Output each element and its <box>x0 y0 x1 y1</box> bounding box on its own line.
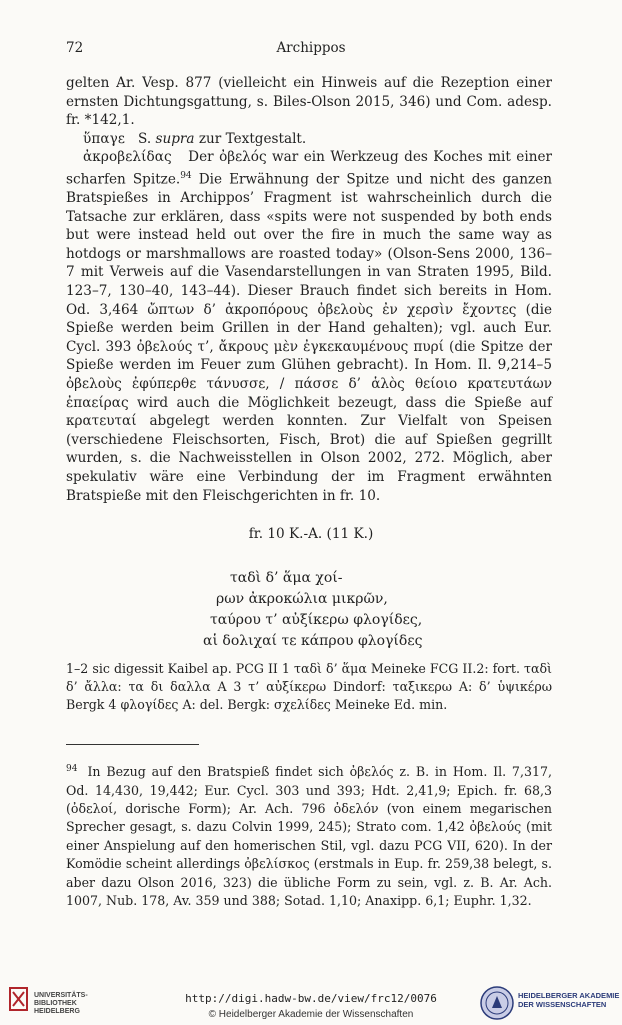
copyright-notice: © Heidelberger Akademie der Wissenschaften <box>208 1009 414 1020</box>
hadw-logo-line-1: HEIDELBERGER AKADEMIE <box>518 991 620 1000</box>
paragraph-lemma-hypage <box>66 130 552 149</box>
footnote-rule <box>66 744 199 745</box>
critical-apparatus: 1–2 sic digessit Kaibel ap. PCG II 1 ταδὶ δ’ ἅμα Meineke FCG II.2: fort. ταδὶ δ’ ἄλλα: τα δι δαλλα A 3 τ’ αὐξίκερω Dindorf: ταξικερω A: δ’ ὑψικέρω Bergk 4 φλογίδες A: del. Bergk: σχελίδες Meineke Ed. min. <box>66 661 552 712</box>
ub-logo-line-3: HEIDELBERG <box>34 1008 80 1015</box>
page-number: 72 <box>66 40 84 56</box>
lemma-hypage: ὕπαγε <box>83 130 126 147</box>
verse-line-1: ταδὶ δ’ ἅμα χοί- <box>230 570 343 586</box>
lemma-akrobelidas: ἀκροβελίδας <box>83 149 172 166</box>
akrobelidas-text-a: Der ὀβελός war ein Werkzeug des Koches mit einer scharfen Spitze. <box>66 149 552 188</box>
footnote-number: 94 <box>66 764 78 774</box>
running-head: Archippos <box>276 40 346 56</box>
fragment-verse <box>0 568 622 652</box>
verse-line-3: ταύρου τ’ αὐξίκερω φλογίδες, <box>210 612 423 628</box>
footnote-94 <box>66 760 552 910</box>
hadw-logo-text <box>518 991 619 1009</box>
verse-line-2: ρων ἀκροκώλια μικρῶν, <box>216 591 388 607</box>
akrobelidas-text-b: Die Erwähnung der Spitze und nicht des ganzen Bratspießes in Archippos’ Fragment ist wahrscheinlich durch die Tatsache zur erklären, dass «spits were not suspended by both ends but were instead held out over the fire in much the same way as hotdogs or marshmallows are roasted today» (Olson-Sens 2000, 136–7 mit Verweis auf die Vasendarstellungen in van Straten 1995, Bild. 123–7, 130–40, 143–44). Dieser Brauch findet sich bereits in Hom. Od. 3,464 ὤπτων δ’ ἀκροπόρους ὀβελοὺς ἐν χερσὶν ἔχοντες (die Spieße werden beim Grillen in der Hand gehalten); vgl. auch Eur. Cycl. 393 ὀβελούς τ’, ἄκρους μὲν ἐγκεκαυμένους πυρί (die Spitze der Spieße werden im Feuer zum Glühen gebracht). In Hom. Il. 9,214–5 ὀβελοὺς ἐφύπερθε τάνυσσε, / πάσσε δ’ ἁλὸς θείοιο κρατευτάων ἐπαείρας wird auch die Möglichkeit bezeugt, dass die Spieße auf κρατευταί abgelegt werden konnten. Zur Vielfalt von Speisen (verschiedene Fleischsorten, Fisch, Brot) die auf Spießen gegrillt wurden, s. die Nachweisstellen in Olson 2002, 272. Möglich, aber spekulativ wäre eine Verbindung der im Fragment erwähnten Bratspieße mit den Fleischgerichten in fr. 10. <box>66 171 552 504</box>
ub-logo-line-2: BIBLIOTHEK <box>34 1000 77 1007</box>
hadw-seal-icon <box>480 984 514 1022</box>
commentary-body <box>66 74 552 505</box>
see-abbrev: S. <box>138 130 152 147</box>
ub-logo-line-1: UNIVERSITÄTS- <box>34 992 88 999</box>
paragraph-lemma-akrobelidas <box>66 148 552 505</box>
paragraph-1: gelten Ar. Vesp. 877 (vielleicht ein Hinweis auf die Rezeption einer ernsten Dichtungsgattung, s. Biles-Olson 2015, 346) und Com. adesp. fr. *142,1. <box>66 75 552 129</box>
digitization-footer <box>0 982 622 1025</box>
verse-line-4: αἱ δολιχαί τε κάπρου φλογίδες <box>203 633 423 649</box>
lemma-hypage-note: zur Textgestalt. <box>198 130 307 147</box>
supra-word: supra <box>155 130 195 147</box>
hadw-logo[interactable] <box>480 982 620 1025</box>
hadw-logo-line-2: DER WISSENSCHAFTEN <box>518 1000 607 1009</box>
source-url-link[interactable]: http://digi.hadw-bw.de/view/frc12/0076 <box>185 992 437 1005</box>
fragment-title: fr. 10 K.-A. (11 K.) <box>248 526 374 542</box>
footnote-text: In Bezug auf den Bratspieß findet sich ὀβελός z. B. in Hom. Il. 7,317, Od. 14,430, 19,442; Eur. Cycl. 303 und 393; Hdt. 2,41,9; Epich. fr. 68,3 (ὀδελοί, dorische Form); Ar. Ach. 796 ὀδελόν (von einem megarischen Sprecher gesagt, s. dazu Colvin 1999, 245); Strato com. 1,42 ὀβελούς (mit einer Anspielung auf den homerischen Stil, vgl. dazu PCG VII, 620). In der Komödie scheint allerdings ὀβελίσκος (erstmals in Eup. fr. 259,38 belegt, s. aber dazu Olson 2016, 323) die übliche Form zu sein, vgl. z. B. Ar. Ach. 1007, Nub. 178, Av. 359 und 388; Sotad. 1,10; Anaxipp. 6,1; Euphr. 1,32. <box>66 764 552 909</box>
footnote-ref-94[interactable]: 94 <box>180 170 192 181</box>
